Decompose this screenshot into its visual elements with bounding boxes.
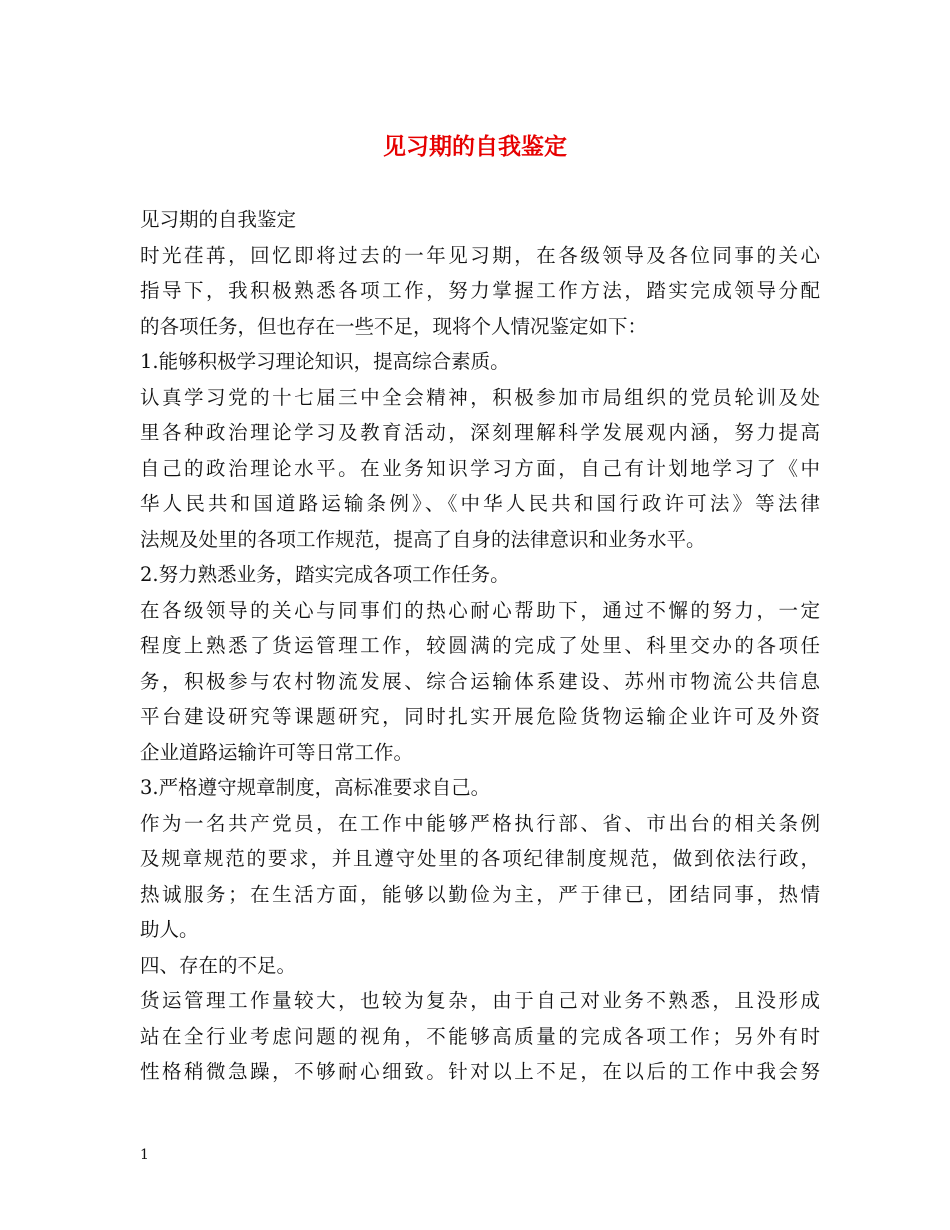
body-line: 作为一名共产党员，在工作中能够严格执行部、省、市出台的相关条例 (140, 811, 820, 835)
body-line: 站在全行业考虑问题的视角，不能够高质量的完成各项工作；另外有时 (140, 1024, 820, 1048)
body-line: 务，积极参与农村物流发展、综合运输体系建设、苏州市物流公共信息 (140, 669, 820, 693)
body-line: 指导下，我积极熟悉各项工作，努力掌握工作方法，踏实完成领导分配 (140, 279, 820, 302)
body-line: 1.能够积极学习理论知识，提高综合素质。 (140, 350, 510, 373)
body-line: 性格稍微急躁，不够耐心细致。针对以上不足，在以后的工作中我会努 (140, 1060, 820, 1083)
body-line: 热诚服务；在生活方面，能够以勤俭为主，严于律已，团结同事，热情 (140, 882, 820, 906)
body-line: 时光荏苒，回忆即将过去的一年见习期，在各级领导及各位同事的关心 (140, 243, 820, 267)
document-title: 见习期的自我鉴定 (383, 133, 567, 160)
body-line: 在各级领导的关心与同事们的热心耐心帮助下，通过不懈的努力，一定 (140, 598, 820, 622)
body-line: 认真学习党的十七届三中全会精神，积极参加市局组织的党员轮训及处 (140, 385, 820, 409)
body-line: 平台建设研究等课题研究，同时扎实开展危险货物运输企业许可及外资 (140, 705, 820, 728)
body-line: 程度上熟悉了货运管理工作，较圆满的完成了处里、科里交办的各项任 (140, 634, 820, 657)
body-line: 的各项任务，但也存在一些不足，现将个人情况鉴定如下： (140, 314, 648, 338)
body-line: 法规及处里的各项工作规范，提高了自身的法律意识和业务水平。 (140, 527, 706, 551)
page-number: 1 (140, 1147, 149, 1163)
body-line: 自己的政治理论水平。在业务知识学习方面，自己有计划地学习了《中 (140, 456, 820, 480)
document-body (140, 202, 820, 1090)
body-line: 3.严格遵守规章制度，高标准要求自己。 (140, 776, 491, 799)
body-line: 货运管理工作量较大，也较为复杂，由于自己对业务不熟悉，且没形成 (140, 989, 820, 1012)
body-line: 企业道路运输许可等日常工作。 (140, 740, 414, 764)
body-line: 里各种政治理论学习及教育活动，深刻理解科学发展观内涵，努力提高 (140, 421, 820, 444)
body-line: 助人。 (140, 918, 199, 941)
body-line: 华人民共和国道路运输条例》、《中华人民共和国行政许可法》等法律 (140, 492, 820, 515)
body-line: 及规章规范的要求，并且遵守处里的各项纪律制度规范，做到依法行政， (140, 847, 820, 870)
body-line: 四、存在的不足。 (140, 953, 297, 977)
body-line: 2.努力熟悉业务，踏实完成各项工作任务。 (140, 563, 510, 586)
body-line: 见习期的自我鉴定 (140, 208, 297, 231)
